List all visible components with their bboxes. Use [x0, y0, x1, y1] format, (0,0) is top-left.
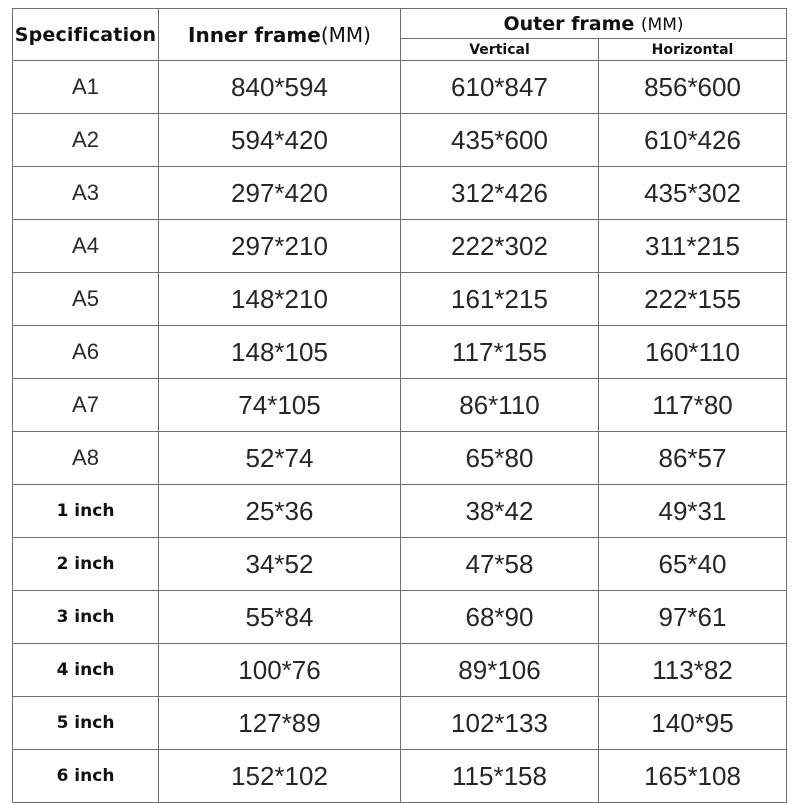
inner-frame-header-label: Inner frame	[188, 22, 321, 47]
outer-vertical-cell: 115*158	[401, 750, 599, 803]
spec-cell: A8	[13, 432, 159, 485]
frame-size-table-container	[12, 8, 786, 800]
inner-frame-cell: 55*84	[159, 591, 401, 644]
outer-vertical-cell: 68*90	[401, 591, 599, 644]
outer-horizontal-cell: 610*426	[599, 114, 787, 167]
table-row	[13, 273, 787, 326]
outer-vertical-cell: 102*133	[401, 697, 599, 750]
spec-cell: A4	[13, 220, 159, 273]
outer-vertical-cell: 89*106	[401, 644, 599, 697]
inner-frame-cell: 127*89	[159, 697, 401, 750]
outer-vertical-cell: 65*80	[401, 432, 599, 485]
frame-size-table	[12, 8, 787, 803]
table-row	[13, 485, 787, 538]
spec-cell: 2 inch	[13, 538, 159, 591]
spec-cell: A2	[13, 114, 159, 167]
table-row	[13, 379, 787, 432]
outer-vertical-cell: 161*215	[401, 273, 599, 326]
horizontal-header	[599, 39, 787, 61]
vertical-header	[401, 39, 599, 61]
horizontal-header-label: Horizontal	[651, 41, 734, 58]
outer-vertical-cell: 610*847	[401, 61, 599, 114]
outer-horizontal-cell: 65*40	[599, 538, 787, 591]
inner-frame-cell: 297*420	[159, 167, 401, 220]
outer-horizontal-cell: 140*95	[599, 697, 787, 750]
inner-frame-cell: 297*210	[159, 220, 401, 273]
outer-horizontal-cell: 86*57	[599, 432, 787, 485]
outer-horizontal-cell: 435*302	[599, 167, 787, 220]
outer-frame-unit: (MM)	[640, 14, 684, 35]
table-row	[13, 538, 787, 591]
spec-cell: A3	[13, 167, 159, 220]
inner-frame-cell: 100*76	[159, 644, 401, 697]
outer-vertical-cell: 222*302	[401, 220, 599, 273]
header-row	[13, 9, 787, 39]
table-row	[13, 114, 787, 167]
specification-header-label: Specification	[14, 23, 157, 46]
specification-header	[13, 9, 159, 61]
inner-frame-cell: 148*105	[159, 326, 401, 379]
spec-cell: 4 inch	[13, 644, 159, 697]
table-row	[13, 326, 787, 379]
outer-vertical-cell: 47*58	[401, 538, 599, 591]
table-row	[13, 61, 787, 114]
inner-frame-cell: 52*74	[159, 432, 401, 485]
table-row	[13, 644, 787, 697]
outer-horizontal-cell: 311*215	[599, 220, 787, 273]
spec-cell: 5 inch	[13, 697, 159, 750]
inner-frame-cell: 152*102	[159, 750, 401, 803]
inner-frame-unit: (MM)	[320, 22, 371, 47]
outer-horizontal-cell: 222*155	[599, 273, 787, 326]
outer-vertical-cell: 312*426	[401, 167, 599, 220]
spec-cell: 1 inch	[13, 485, 159, 538]
table-row	[13, 591, 787, 644]
outer-vertical-cell: 38*42	[401, 485, 599, 538]
spec-cell: A6	[13, 326, 159, 379]
outer-horizontal-cell: 49*31	[599, 485, 787, 538]
spec-cell: 6 inch	[13, 750, 159, 803]
inner-frame-cell: 148*210	[159, 273, 401, 326]
table-header	[13, 9, 787, 61]
inner-frame-cell: 34*52	[159, 538, 401, 591]
outer-horizontal-cell: 113*82	[599, 644, 787, 697]
table-row	[13, 750, 787, 803]
inner-frame-cell: 74*105	[159, 379, 401, 432]
spec-cell: A5	[13, 273, 159, 326]
spec-cell: A1	[13, 61, 159, 114]
inner-frame-cell: 840*594	[159, 61, 401, 114]
outer-horizontal-cell: 160*110	[599, 326, 787, 379]
outer-vertical-cell: 86*110	[401, 379, 599, 432]
outer-vertical-cell: 435*600	[401, 114, 599, 167]
table-row	[13, 697, 787, 750]
outer-horizontal-cell: 117*80	[599, 379, 787, 432]
outer-vertical-cell: 117*155	[401, 326, 599, 379]
outer-horizontal-cell: 97*61	[599, 591, 787, 644]
outer-horizontal-cell: 165*108	[599, 750, 787, 803]
table-row	[13, 432, 787, 485]
vertical-header-label: Vertical	[469, 41, 530, 58]
outer-frame-header-label: Outer frame	[503, 12, 635, 35]
inner-frame-cell: 594*420	[159, 114, 401, 167]
table-row	[13, 220, 787, 273]
inner-frame-cell: 25*36	[159, 485, 401, 538]
table-body	[13, 61, 787, 803]
spec-cell: A7	[13, 379, 159, 432]
table-row	[13, 167, 787, 220]
inner-frame-header	[159, 9, 401, 61]
outer-horizontal-cell: 856*600	[599, 61, 787, 114]
outer-frame-header	[401, 9, 787, 39]
spec-cell: 3 inch	[13, 591, 159, 644]
